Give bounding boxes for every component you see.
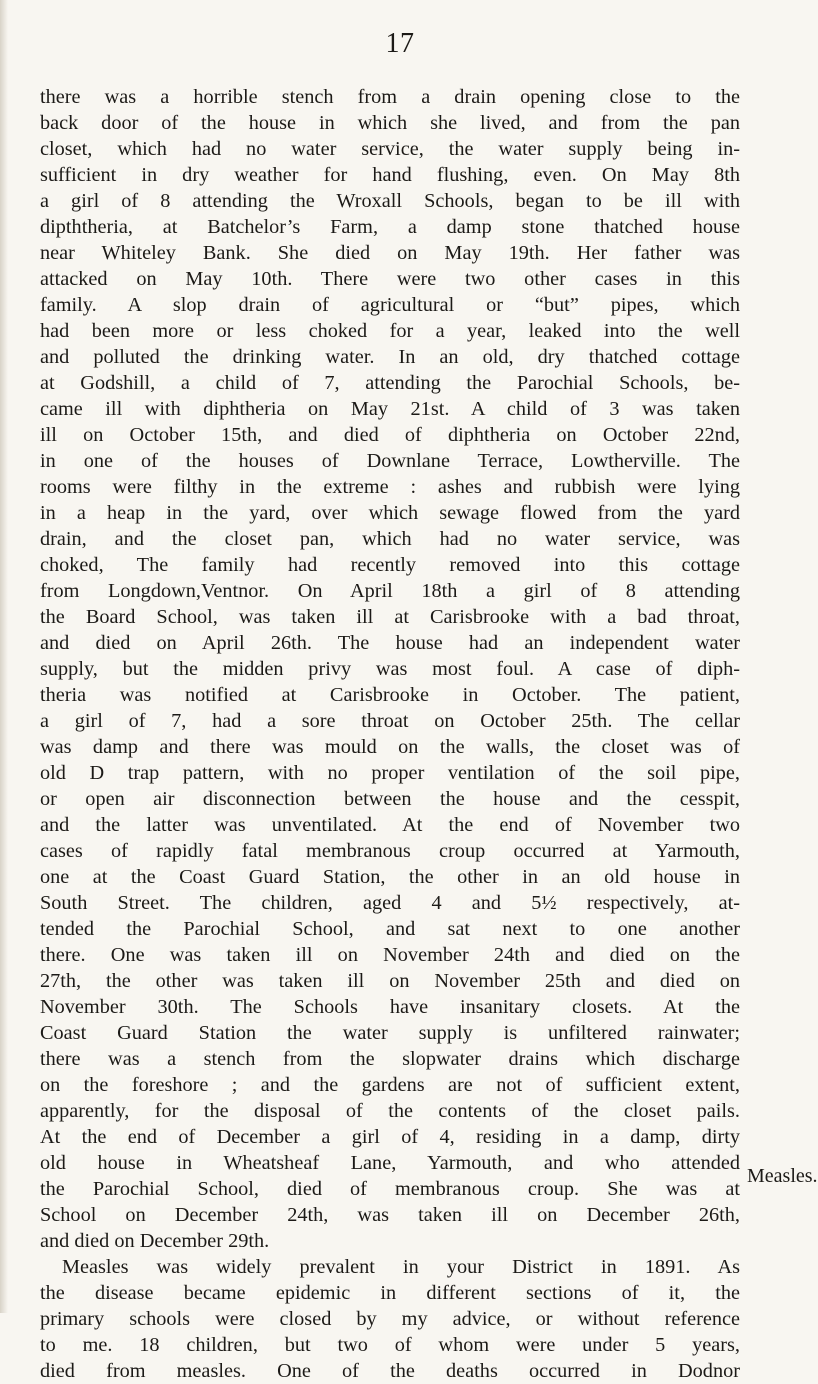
text-line: rooms were filthy in the extreme : ashes and rubbish were lying [40,476,740,498]
text-line: apparently, for the disposal of the contents of the closet pails. [40,1100,740,1122]
text-line: cases of rapidly fatal membranous croup occurred at Yarmouth, [40,840,740,862]
text-line: there was a stench from the slopwater drains which discharge [40,1048,740,1070]
text-line: and died on December 29th. [40,1230,270,1252]
text-line: the disease became epidemic in different sections of it, the [40,1282,740,1304]
text-line: November 30th. The Schools have insanitary closets. At the [40,996,740,1018]
text-line: ill on October 15th, and died of diphtheria on October 22nd, [40,424,740,446]
text-line: Coast Guard Station the water supply is unfiltered rainwater; [40,1022,740,1044]
text-line: on the foreshore ; and the gardens are not of sufficient extent, [40,1074,740,1096]
text-line: supply, but the midden privy was most foul. A case of diph- [40,658,740,680]
text-line: attacked on May 10th. There were two other cases in this [40,268,740,290]
text-line: School on December 24th, was taken ill on December 26th, [40,1204,740,1226]
text-line: there was a horrible stench from a drain opening close to the [40,86,740,108]
text-line: had been more or less choked for a year, leaked into the well [40,320,740,342]
margin-note-measles: Measles. [747,1165,818,1187]
text-line: died from measles. One of the deaths occurred in Dodnor [40,1360,740,1382]
text-line: one at the Coast Guard Station, the other in an old house in [40,866,740,888]
text-line: old house in Wheatsheaf Lane, Yarmouth, and who attended [40,1152,740,1174]
text-line: family. A slop drain of agricultural or “but” pipes, which [40,294,740,316]
text-line: back door of the house in which she lived, and from the pan [40,112,740,134]
text-line: and polluted the drinking water. In an old, dry thatched cottage [40,346,740,368]
text-line: drain, and the closet pan, which had no water service, was [40,528,740,550]
text-line: and died on April 26th. The house had an independent water [40,632,740,654]
text-line: from Longdown,Ventnor. On April 18th a girl of 8 attending [40,580,740,602]
text-line: a girl of 7, had a sore throat on October 25th. The cellar [40,710,740,732]
page-binding-edge [0,0,8,1313]
text-line: in one of the houses of Downlane Terrace, Lowtherville. The [40,450,740,472]
text-line: at Godshill, a child of 7, attending the Parochial Schools, be- [40,372,740,394]
text-line: theria was notified at Carisbrooke in October. The patient, [40,684,740,706]
text-line: sufficient in dry weather for hand flushing, even. On May 8th [40,164,740,186]
text-line: South Street. The children, aged 4 and 5½ respectively, at- [40,892,740,914]
text-line: the Board School, was taken ill at Carisbrooke with a bad throat, [40,606,740,628]
text-line: and the latter was unventilated. At the end of November two [40,814,740,836]
text-line: closet, which had no water service, the water supply being in- [40,138,740,160]
body-text [40,84,740,1384]
text-line: in a heap in the yard, over which sewage flowed from the yard [40,502,740,524]
text-line: the Parochial School, died of membranous croup. She was at [40,1178,740,1200]
text-line: old D trap pattern, with no proper ventilation of the soil pipe, [40,762,740,784]
text-line: a girl of 8 attending the Wroxall Schools, began to be ill with [40,190,740,212]
text-line: At the end of December a girl of 4, residing in a damp, dirty [40,1126,740,1148]
text-line: came ill with diphtheria on May 21st. A child of 3 was taken [40,398,740,420]
text-line: to me. 18 children, but two of whom were under 5 years, [40,1334,740,1356]
text-line: 27th, the other was taken ill on November 25th and died on [40,970,740,992]
text-line: choked, The family had recently removed into this cottage [40,554,740,576]
text-line: Measles was widely prevalent in your District in 1891. As [62,1256,740,1278]
page-number: 17 [385,28,415,59]
text-line: there. One was taken ill on November 24th and died on the [40,944,740,966]
text-line: tended the Parochial School, and sat next to one another [40,918,740,940]
text-line: dipththeria, at Batchelor’s Farm, a damp stone thatched house [40,216,740,238]
text-line: was damp and there was mould on the walls, the closet was of [40,736,740,758]
text-line: near Whiteley Bank. She died on May 19th. Her father was [40,242,740,264]
text-line: or open air disconnection between the house and the cesspit, [40,788,740,810]
text-line: primary schools were closed by my advice, or without reference [40,1308,740,1330]
